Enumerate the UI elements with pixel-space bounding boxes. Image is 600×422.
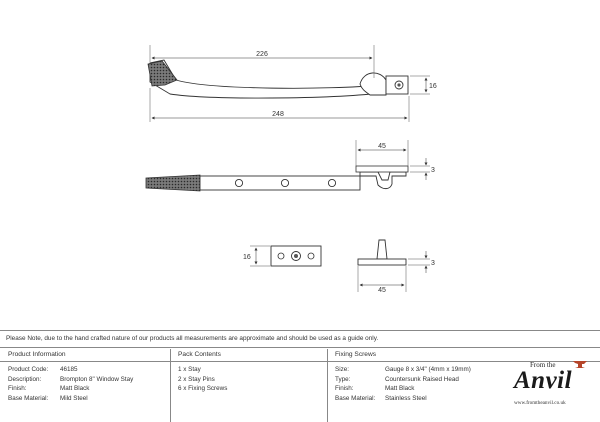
side-hole-3 [328, 179, 335, 186]
dimension-3-side-label: 3 [431, 167, 435, 174]
plate-hole-left [278, 253, 284, 259]
dimension-3-pin [408, 251, 435, 273]
logo-wordmark: Anvil [514, 367, 573, 394]
dimension-45-pin-label: 45 [378, 287, 386, 294]
mount-plate-view [271, 246, 321, 266]
dimension-45-side [356, 140, 408, 166]
fixing-screws-header: Fixing Screws [335, 351, 377, 358]
stay-pin-base [358, 259, 406, 265]
pack-item: 1 x Stay [178, 366, 201, 373]
logo-from-text: From the [530, 361, 556, 369]
from-the-anvil-logo [512, 359, 598, 419]
finish-value: Matt Black [60, 385, 90, 392]
dimension-45-pin [358, 266, 406, 294]
base-material-value: Mild Steel [60, 394, 88, 402]
screw-type-label: Type: [335, 375, 351, 383]
disclaimer-note: Please Note, due to the hand crafted nature of our products all measurements are approximate and should be used as a guide only. [6, 335, 379, 342]
product-info-header: Product Information [8, 351, 66, 358]
screw-material-label: Base Material: [335, 394, 376, 402]
side-hole-2 [281, 179, 288, 186]
mount-screw-centre [397, 83, 400, 86]
column-divider-1 [170, 349, 171, 422]
info-header-rule [0, 347, 600, 348]
dimension-3-side [410, 158, 435, 180]
side-hinge [360, 172, 406, 189]
dimension-16-plate-label: 16 [243, 254, 251, 261]
pack-item: 6 x Fixing Screws [178, 385, 228, 392]
stay-pin-view [358, 240, 406, 265]
dimension-45-side-label: 45 [378, 143, 386, 150]
anvil-icon [572, 359, 588, 369]
stay-arm [150, 60, 380, 98]
pack-contents-header: Pack Contents [178, 351, 221, 358]
description-label: Description: [8, 375, 42, 383]
dimension-226-label: 226 [256, 51, 268, 58]
dimension-248-label: 248 [272, 111, 284, 118]
screw-finish-label: Finish: [335, 385, 354, 392]
dimension-16-plate [243, 246, 270, 266]
side-knurled-handle [146, 175, 200, 191]
info-subheader-rule [0, 361, 600, 362]
product-code-label: Product Code: [8, 366, 49, 373]
product-code-value: 46185 [60, 366, 78, 373]
stay-side-view [146, 166, 408, 191]
plate-hole-centre-inner [294, 254, 298, 258]
pack-item: 2 x Stay Pins [178, 375, 215, 383]
plate-hole-right [308, 253, 314, 259]
info-top-rule [0, 330, 600, 331]
base-material-label: Base Material: [8, 394, 49, 402]
screw-size-label: Size: [335, 366, 349, 373]
finish-label: Finish: [8, 385, 27, 392]
stay-top-view [148, 60, 408, 98]
side-hole-1 [235, 179, 242, 186]
screw-material-value: Stainless Steel [385, 394, 427, 402]
dimension-16-top [410, 76, 437, 94]
dimension-16-top-label: 16 [429, 83, 437, 90]
screw-size-value: Gauge 8 x 3/4" (4mm x 19mm) [385, 366, 471, 373]
column-divider-2 [327, 349, 328, 422]
dimension-3-pin-label: 3 [431, 260, 435, 267]
stay-pin-shaft [377, 240, 387, 259]
description-value: Brompton 8" Window Stay [60, 375, 134, 383]
screw-type-value: Countersunk Raised Head [385, 375, 459, 383]
side-pin-plate [356, 166, 408, 172]
logo-url: www.fromtheanvil.co.uk [514, 400, 566, 406]
screw-finish-value: Matt Black [385, 385, 415, 392]
dimension-226 [150, 45, 374, 78]
